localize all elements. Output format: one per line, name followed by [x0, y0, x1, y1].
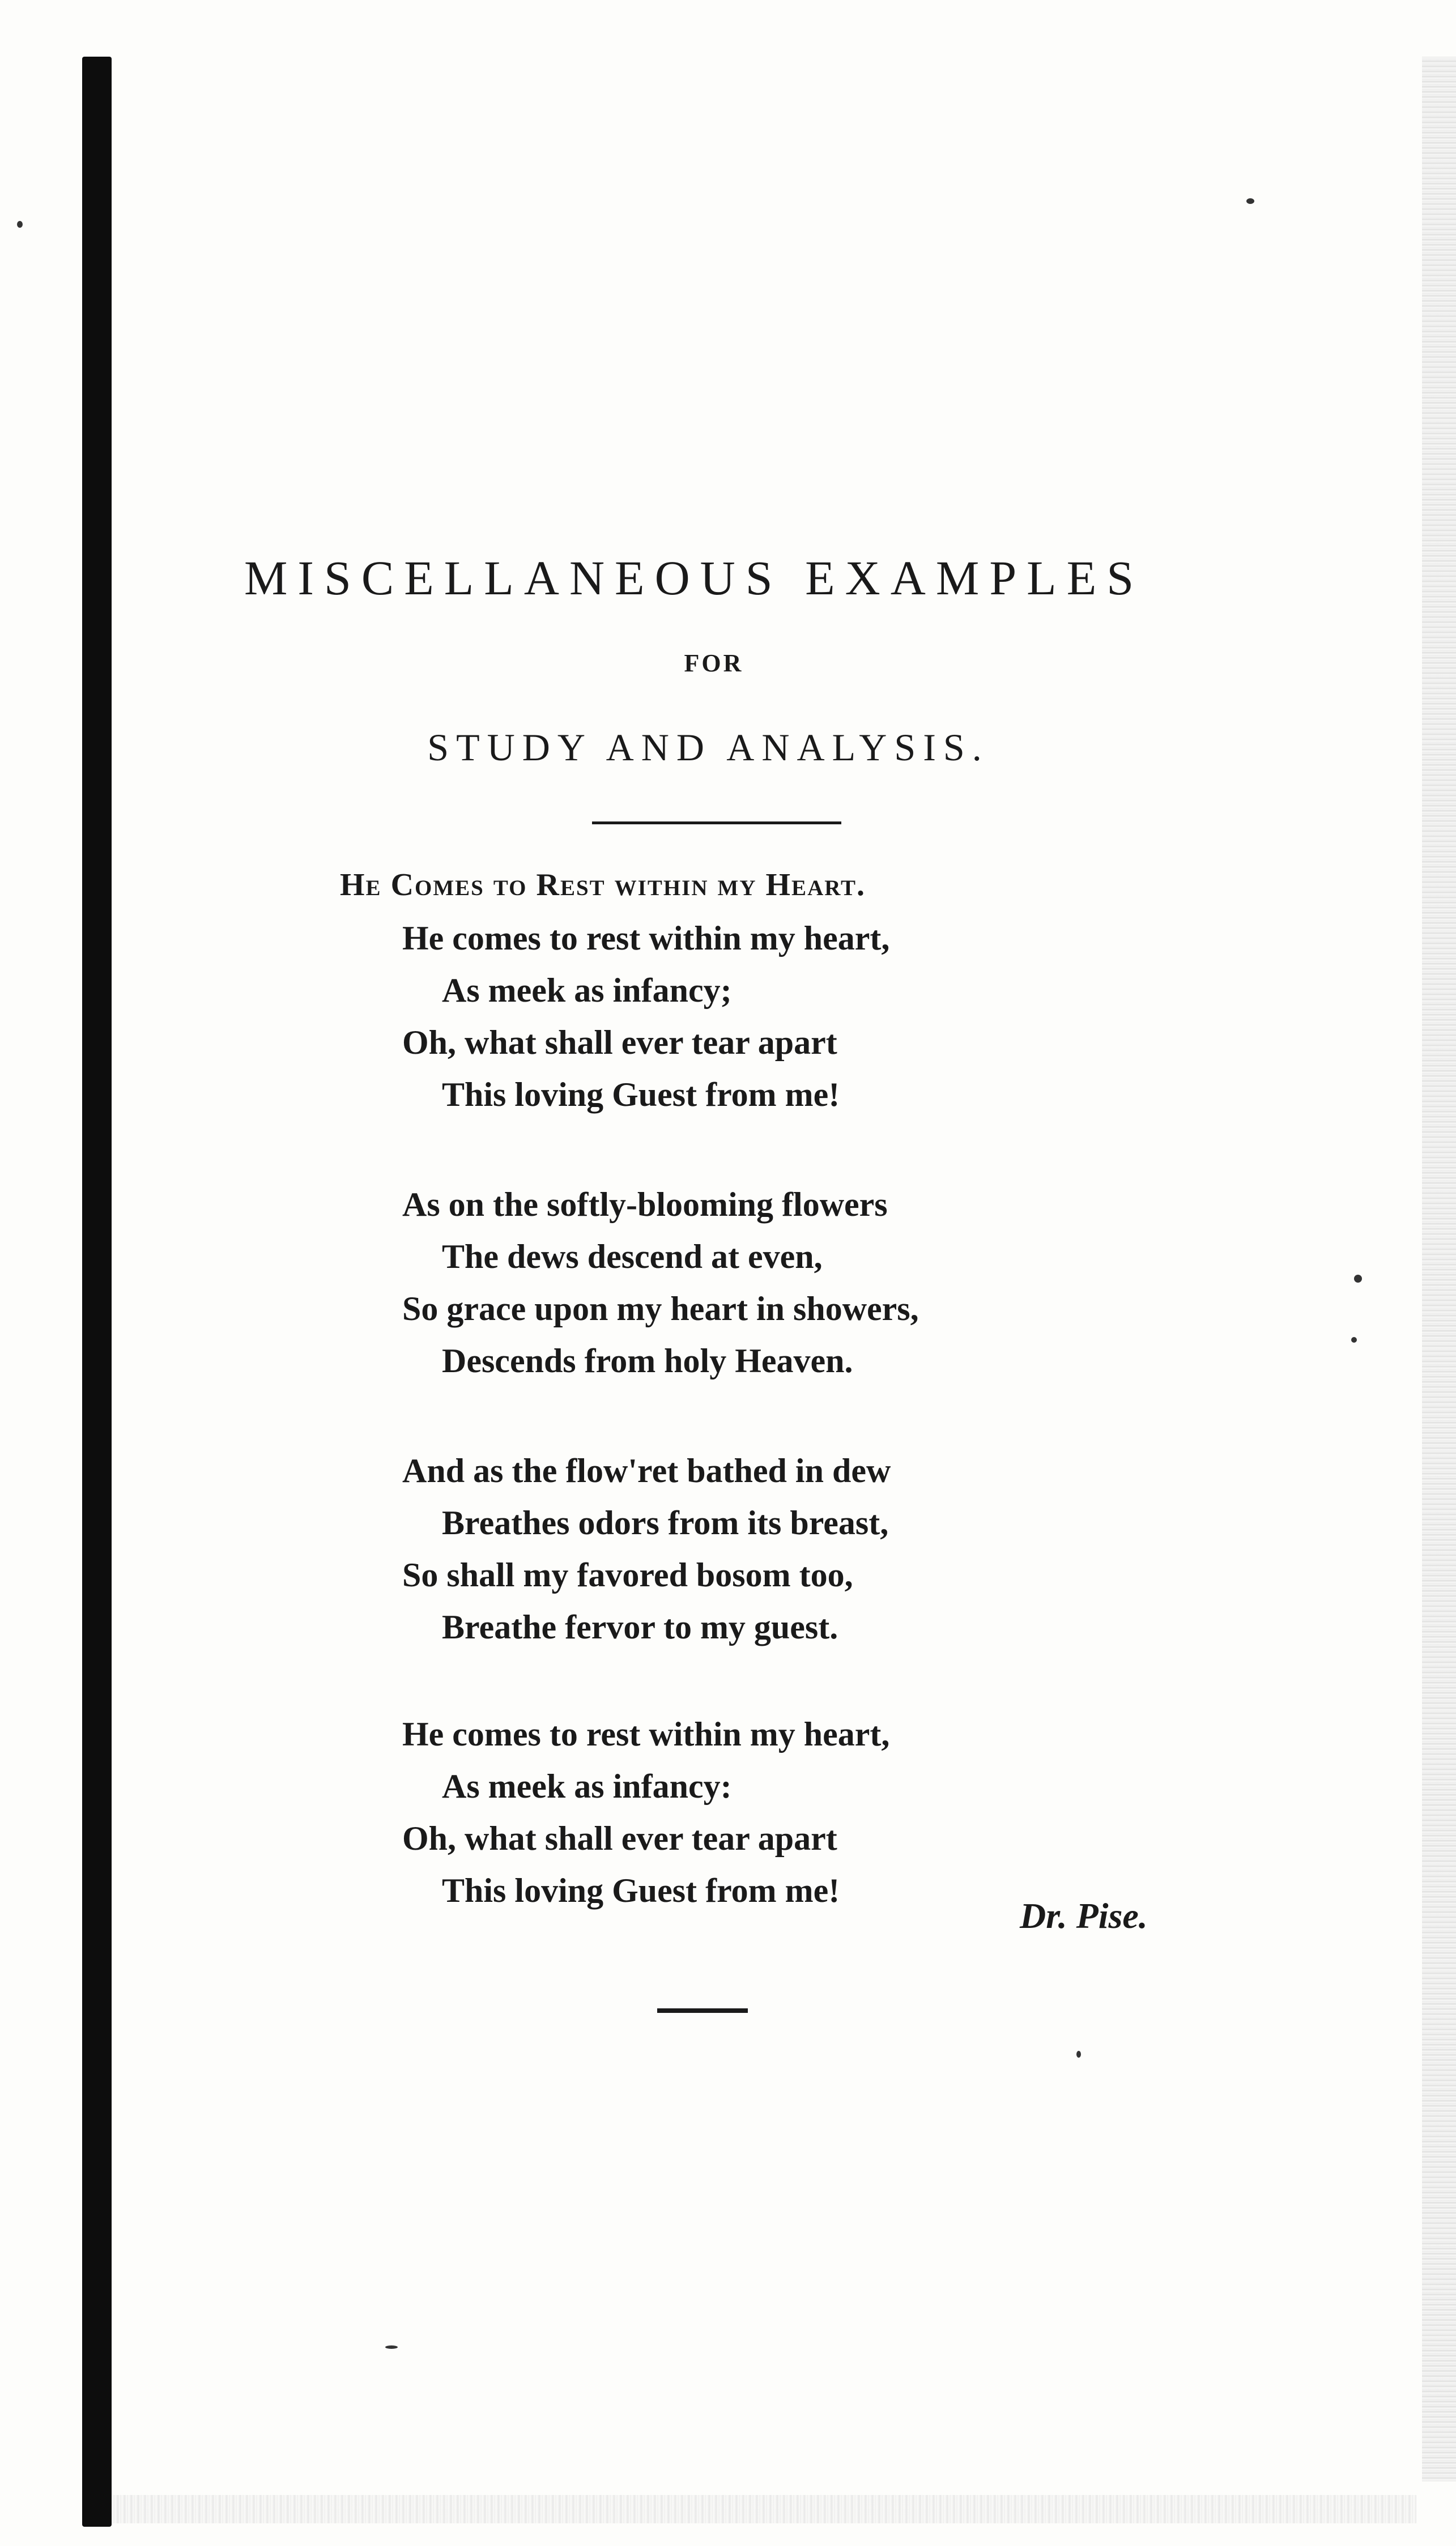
- stanza: [402, 1178, 1139, 1387]
- poem-line: Breathes odors from its breast,: [442, 1504, 889, 1542]
- print-speck: [1351, 1337, 1357, 1343]
- poem-line: Oh, what shall ever tear apart: [402, 1024, 837, 1061]
- print-speck: [17, 221, 23, 228]
- stanza: [402, 1708, 1139, 1917]
- poem-line: So grace upon my heart in showers,: [402, 1290, 919, 1327]
- page-right-edge: [1422, 57, 1456, 2481]
- poem-line: The dews descend at even,: [442, 1238, 823, 1275]
- poem-line: As on the softly-blooming flowers: [402, 1186, 888, 1223]
- section-for-label: FOR: [684, 649, 744, 677]
- poem-line: Breathe fervor to my guest.: [442, 1608, 838, 1646]
- poem-line: Oh, what shall ever tear apart: [402, 1820, 837, 1857]
- poem-line: Descends from holy Heaven.: [442, 1342, 853, 1380]
- poem-title: He Comes to Rest within my Heart.: [340, 867, 866, 902]
- poem-line: And as the flow'ret bathed in dew: [402, 1452, 891, 1489]
- poem-line: As meek as infancy;: [442, 972, 732, 1009]
- poem-line: This loving Guest from me!: [442, 1076, 840, 1113]
- poem-line: This loving Guest from me!: [442, 1872, 840, 1909]
- stanza: [402, 912, 1139, 1121]
- stanza: [402, 1445, 1139, 1653]
- print-speck: [1246, 198, 1254, 204]
- print-speck: [1354, 1275, 1362, 1283]
- poem-attribution: Dr. Pise.: [1020, 1896, 1148, 1936]
- binding-edge: [82, 57, 112, 2527]
- section-subtitle: STUDY AND ANALYSIS.: [427, 726, 989, 769]
- page-bottom-edge: [113, 2495, 1416, 2523]
- poem-line: As meek as infancy:: [442, 1768, 732, 1805]
- poem-line: He comes to rest within my heart,: [402, 1715, 890, 1753]
- print-speck: [1076, 2051, 1081, 2058]
- poem-line: So shall my favored bosom too,: [402, 1556, 853, 1594]
- print-speck: [385, 2345, 398, 2349]
- end-rule: [657, 2008, 748, 2013]
- section-title: MISCELLANEOUS EXAMPLES: [244, 551, 1144, 605]
- title-rule: [592, 821, 841, 824]
- poem-line: He comes to rest within my heart,: [402, 919, 890, 957]
